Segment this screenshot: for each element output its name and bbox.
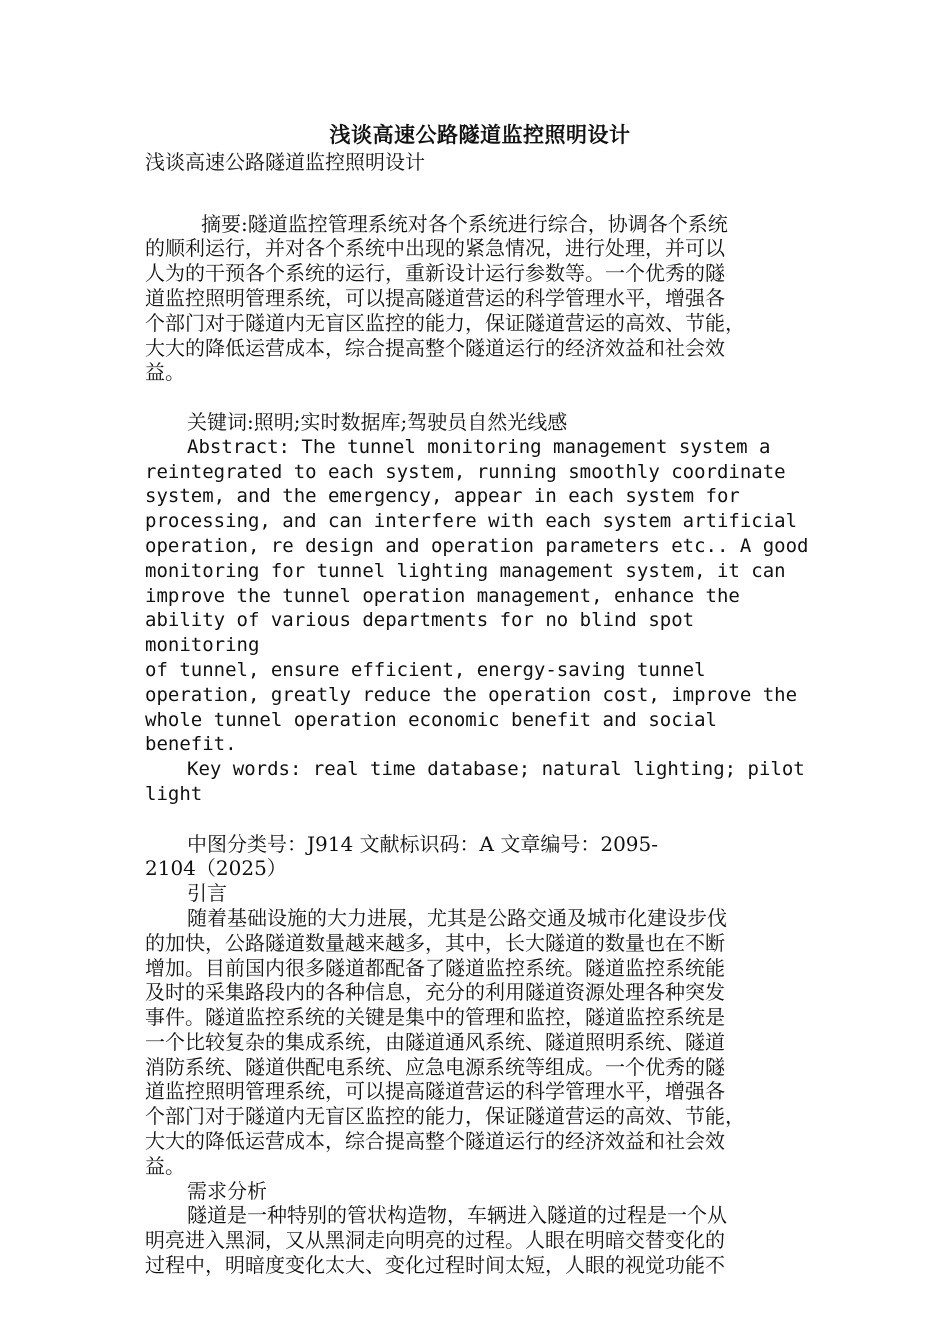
abstract-cn [145, 212, 815, 386]
classification-line: 中图分类号：J914 文献标识码：A 文章编号：2095- [187, 831, 659, 856]
intro-line: 益。 [145, 1153, 185, 1178]
classification-line: 2104（2025） [145, 856, 287, 881]
intro-line: 个部门对于隧道内无盲区监控的能力，保证隧道营运的高效、节能， [145, 1104, 745, 1129]
abstract-en-line: operation, greatly reduce the operation cost, improve the [145, 683, 798, 706]
abstract-en [145, 435, 815, 757]
abstract-en-line: reintegrated to each system, running smoothly coordinate [145, 460, 786, 483]
intro-line: 消防系统、隧道供配电系统、应急电源系统等组成。一个优秀的隧 [145, 1054, 725, 1079]
keywords-en [145, 757, 815, 807]
abstract-en-line: monitoring for tunnel lighting management system, it can [145, 559, 786, 582]
intro-line: 一个比较复杂的集成系统，由隧道通风系统、隧道照明系统、隧道 [145, 1029, 725, 1054]
classification-info [145, 832, 815, 882]
abstract-cn-line: 益。 [145, 360, 185, 385]
analysis-body [145, 1203, 815, 1277]
intro-line: 增加。目前国内很多隧道都配备了隧道监控系统。隧道监控系统能 [145, 955, 725, 980]
abstract-cn-line: 道监控照明管理系统，可以提高隧道营运的科学管理水平，增强各 [145, 285, 725, 310]
keywords-en-line: light [145, 782, 203, 805]
intro-line: 道监控照明管理系统，可以提高隧道营运的科学管理水平，增强各 [145, 1079, 725, 1104]
spacer [145, 175, 815, 200]
abstract-cn-line: 大大的降低运营成本，综合提高整个隧道运行的经济效益和社会效 [145, 335, 725, 360]
analysis-line: 隧道是一种特别的管状构造物，车辆进入隧道的过程是一个从 [187, 1203, 727, 1228]
intro-line: 的加快，公路隧道数量越来越多，其中，长大隧道的数量也在不断 [145, 930, 725, 955]
document-title: 浅谈高速公路隧道监控照明设计 [329, 122, 631, 147]
abstract-en-line: of tunnel, ensure efficient, energy-saving tunnel [145, 658, 706, 681]
analysis-line: 明亮进入黑洞，又从黑洞走向明亮的过程。人眼在明暗交替变化的 [145, 1228, 725, 1253]
intro-body [145, 906, 815, 1179]
abstract-en-line: processing, and can interfere with each system artificial [145, 510, 798, 533]
abstract-cn-line: 个部门对于隧道内无盲区监控的能力，保证隧道营运的高效、节能， [145, 310, 745, 335]
abstract-cn-line: 人为的干预各个系统的运行，重新设计运行参数等。一个优秀的隧 [145, 261, 725, 286]
spacer [145, 385, 815, 410]
abstract-cn-line: 的顺利运行，并对各个系统中出现的紧急情况，进行处理，并可以 [145, 236, 725, 261]
intro-line: 大大的降低运营成本，综合提高整个隧道运行的经济效益和社会效 [145, 1129, 725, 1154]
abstract-en-line: ability of various departments for no blind spot monitoring [145, 609, 706, 657]
analysis-line: 过程中，明暗度变化太大、变化过程时间太短，人眼的视觉功能不 [145, 1253, 725, 1278]
spacer [145, 200, 815, 212]
keywords-en-line: Key words: real time database; natural lighting; pilot [187, 758, 805, 781]
section-heading-intro: 引言 [187, 881, 227, 906]
intro-line: 随着基础设施的大力进展，尤其是公路交通及城市化建设步伐 [187, 905, 727, 930]
spacer [145, 807, 815, 832]
intro-line: 事件。隧道监控系统的关键是集中的管理和监控，隧道监控系统是 [145, 1005, 725, 1030]
abstract-en-line: Abstract: The tunnel monitoring management system a [187, 435, 771, 458]
abstract-cn-line: 摘要:隧道监控管理系统对各个系统进行综合，协调各个系统 [201, 211, 728, 236]
section-heading-analysis: 需求分析 [187, 1178, 267, 1203]
abstract-en-line: system, and the emergency, appear in each system for [145, 485, 740, 508]
document-page [145, 120, 815, 1278]
keywords-cn: 关键词:照明;实时数据库;驾驶员自然光线感 [187, 409, 568, 434]
abstract-en-line: operation, re design and operation parameters etc.. A good [145, 534, 809, 557]
document-subtitle: 浅谈高速公路隧道监控照明设计 [145, 150, 425, 174]
abstract-en-line: improve the tunnel operation management, enhance the [145, 584, 740, 607]
abstract-en-line: whole tunnel operation economic benefit and social benefit. [145, 708, 729, 756]
intro-line: 及时的采集路段内的各种信息，充分的利用隧道资源处理各种突发 [145, 980, 725, 1005]
